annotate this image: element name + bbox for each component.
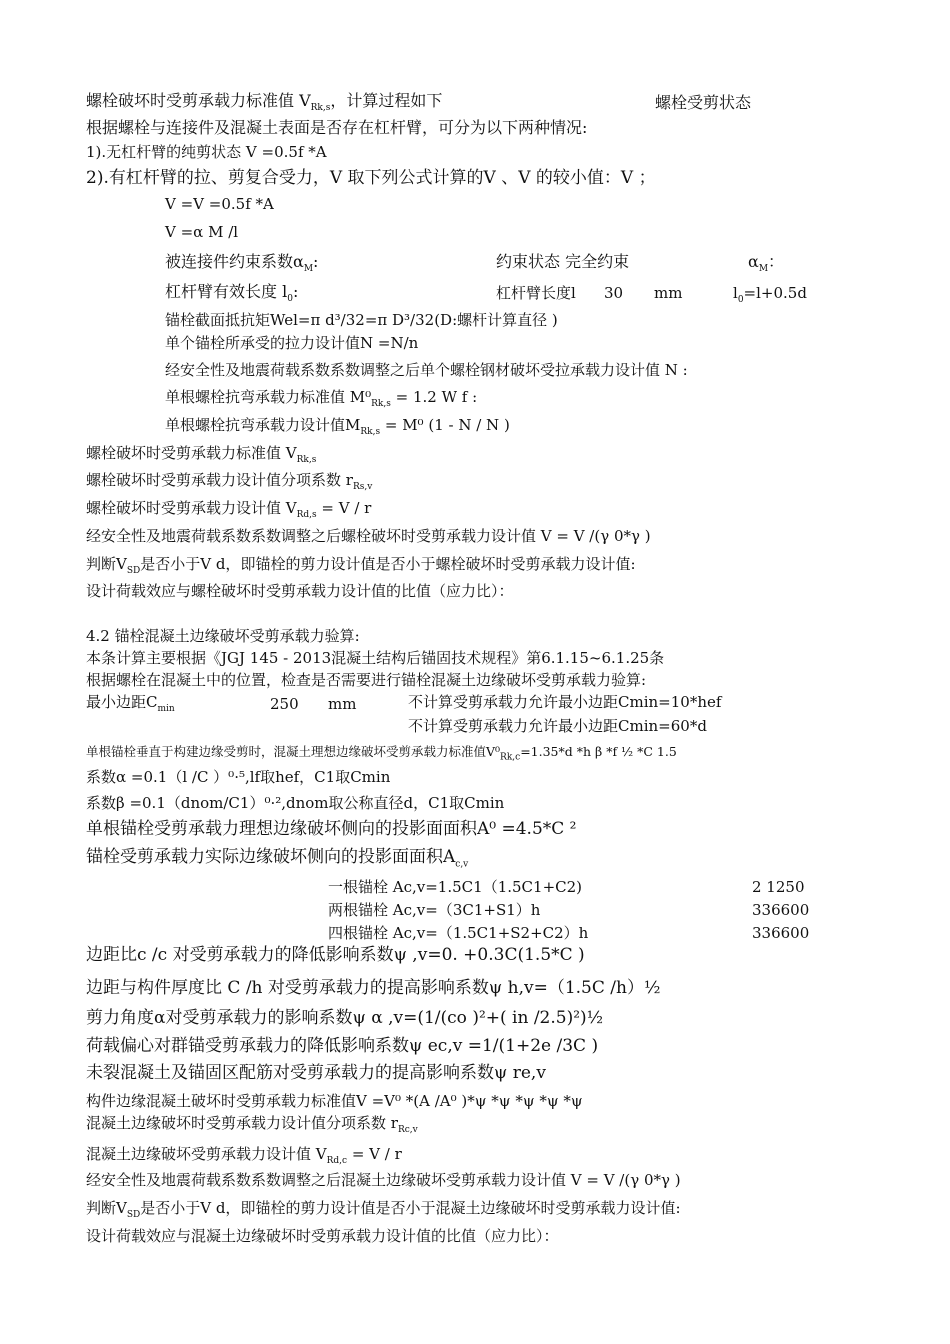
- text-line: 单个锚栓所承受的拉力设计值N =N/n: [165, 334, 419, 352]
- section-heading: 4.2 锚栓混凝土边缘破坏受剪承载力验算:: [86, 627, 360, 645]
- value: 2 1250: [752, 878, 805, 896]
- text-line: 根据螺栓在混凝土中的位置，检查是否需要进行锚栓混凝土边缘破坏受剪承载力验算:: [86, 671, 647, 689]
- text-line: 系数α =0.1（l /C ）⁰·⁵,lf取hef，C1取Cmin: [86, 768, 391, 786]
- text-line: 1).无杠杆臂的纯剪状态 V =0.5f *A: [86, 143, 327, 161]
- text-line: 荷载偏心对群锚受剪承载力的降低影响系数ψ ec,v =1/(1+2e /3C ): [86, 1036, 599, 1056]
- text-line: 2).有杠杆臂的拉、剪复合受力，V 取下列公式计算的V 、V 的较小值：V ；: [86, 168, 656, 188]
- text-line: 经安全性及地震荷载系数系数调整之后螺栓破坏时受剪承载力设计值 V = V /(γ 0*γ ): [86, 527, 651, 545]
- text-line: 杠杆臂长度l: [496, 284, 576, 302]
- text-line: 系数β =0.1（dnom/C1）⁰·²,dnom取公称直径d，C1取Cmin: [86, 794, 505, 812]
- text-line: 未裂混凝土及锚固区配筋对受剪承载力的提高影响系数ψ re,v: [86, 1063, 546, 1083]
- unit: mm: [328, 695, 357, 713]
- text-line: 螺栓破坏时受剪承载力设计值 $V_{Rd,s} = V / r$: [86, 499, 372, 520]
- text-line: 不计算受剪承载力允许最小边距Cmin=60*d: [408, 717, 707, 735]
- text-line: 单根锚栓垂直于构建边缘受剪时，混凝土理想边缘破坏受剪承载力标准值$V^0_{Rk,c}=1.35*d$ *h β *f ½ *C 1.5: [86, 744, 677, 763]
- text-line: 最小边距$C_{min}$: [86, 693, 175, 714]
- value: 30: [604, 284, 624, 302]
- formula-line: 四根锚栓 Ac,v=（1.5C1+S2+C2）h: [328, 924, 589, 942]
- text-line: 判断$V_{SD}$是否小于V d，即锚栓的剪力设计值是否小于螺栓破坏时受剪承载力设计值:: [86, 555, 636, 576]
- value: 250: [270, 695, 299, 713]
- text-line: 剪力角度α对受剪承载力的影响系数ψ α ,v=(1/(co )²+( in /2.5)²)½: [86, 1008, 604, 1028]
- text-line: 经安全性及地震荷载系数系数调整之后混凝土边缘破坏受剪承载力设计值 V = V /(γ 0*γ ): [86, 1171, 681, 1189]
- text-line: 螺栓破坏时受剪承载力设计值分项系数 $r_{Rs,v}$: [86, 471, 373, 492]
- text-line: 被连接件约束系数$\alpha_M$:: [165, 252, 319, 275]
- unit: mm: [654, 284, 683, 302]
- text-line: 螺栓受剪状态: [655, 93, 752, 112]
- text-line: 混凝土边缘破坏时受剪承载力设计值分项系数 $r_{Rc,v}$: [86, 1114, 418, 1135]
- text-line: 经安全性及地震荷载系数系数调整之后单个螺栓钢材破坏受拉承载力设计值 N :: [165, 361, 688, 379]
- text-line: 单根螺栓抗弯承载力设计值$M_{Rk,s} = M^0$ (1 - N / N ): [165, 416, 510, 437]
- formula-line: 两根锚栓 Ac,v=（3C1+S1）h: [328, 901, 541, 919]
- text-line: 不计算受剪承载力允许最小边距Cmin=10*hef: [408, 693, 722, 711]
- text-line: 设计荷载效应与螺栓破坏时受剪承载力设计值的比值（应力比）：: [86, 582, 514, 600]
- formula-line: V =α M /l: [165, 223, 239, 241]
- text-line: 锚栓截面抵抗矩Wel=π d³/32=π D³/32(D:螺杆计算直径 ): [165, 311, 558, 329]
- text-line: 约束状态 完全约束: [496, 252, 630, 271]
- text-line: 判断$V_{SD}$是否小于V d，即锚栓的剪力设计值是否小于混凝土边缘破坏时受剪承载力设计值:: [86, 1199, 681, 1220]
- text-line: $\alpha_M$：: [748, 252, 785, 275]
- text-line: 单根锚栓受剪承载力理想边缘破坏侧向的投影面面积A⁰ =4.5*C ²: [86, 819, 577, 839]
- text-line: 设计荷载效应与混凝土边缘破坏时受剪承载力设计值的比值（应力比）：: [86, 1227, 559, 1245]
- formula-line: $l_0=l+0.5d$: [733, 284, 807, 305]
- formula-line: V =V =0.5f *A: [165, 195, 274, 213]
- text-line: 螺栓破坏时受剪承载力标准值 $V_{Rk,s}$: [86, 444, 317, 465]
- text-line: 锚栓受剪承载力实际边缘破坏侧向的投影面面积$A_{c,v}$: [86, 847, 469, 870]
- text-line: 本条计算主要根据《JGJ 145 - 2013混凝土结构后锚固技术规程》第6.1.15~6.1.25条: [86, 649, 665, 667]
- text-line: 边距比c /c 对受剪承载力的降低影响系数ψ ,v=0. +0.3C(1.5*C ): [86, 945, 585, 965]
- value: 336600: [752, 901, 810, 919]
- formula-line: 一根锚栓 Ac,v=1.5C1（1.5C1+C2): [328, 878, 583, 896]
- text-line: 杠杆臂有效长度 $l_0$:: [165, 282, 299, 305]
- formula-line: 构件边缘混凝土破坏时受剪承载力标准值V =V⁰ *(A /A⁰ )*ψ *ψ *ψ *ψ *ψ: [86, 1092, 583, 1110]
- text-line: 单根螺栓抗弯承载力标准值 $M^0_{Rk,s} = 1.2$ W f :: [165, 388, 478, 409]
- text-line: 混凝土边缘破坏受剪承载力设计值 $V_{Rd,c} = V / r$: [86, 1145, 402, 1166]
- text-line: 螺栓破坏时受剪承载力标准值 $V_{Rk,s}$，计算过程如下: [86, 91, 443, 114]
- text-line: 根据螺栓与连接件及混凝土表面是否存在杠杆臂，可分为以下两种情况:: [86, 118, 588, 137]
- value: 336600: [752, 924, 810, 942]
- text-line: 边距与构件厚度比 C /h 对受剪承载力的提高影响系数ψ h,v=（1.5C /h）½: [86, 978, 661, 998]
